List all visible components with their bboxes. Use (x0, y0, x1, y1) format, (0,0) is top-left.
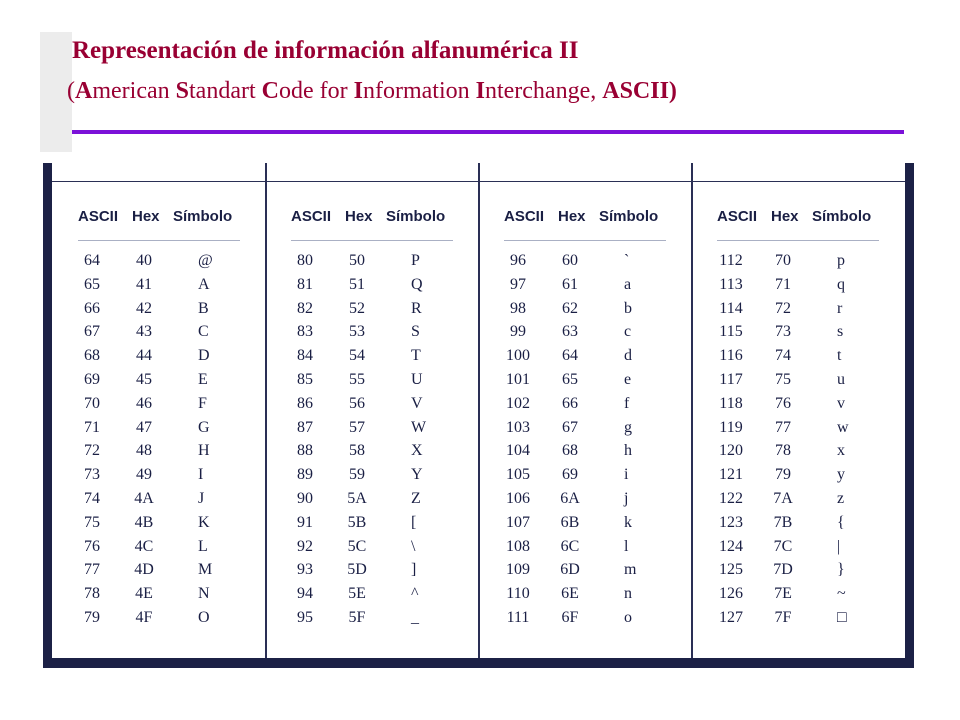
cell-ascii-code: 121 (719, 466, 743, 484)
cell-symbol: e (624, 371, 632, 388)
cell-symbol: k (624, 513, 632, 531)
cell-symbol: E (198, 371, 208, 388)
cell-symbol: c (624, 323, 632, 341)
cell-ascii-code: 102 (506, 394, 530, 412)
column-header-ascii: ASCII (291, 208, 332, 225)
cell-ascii-code: 78 (84, 585, 100, 603)
cell-hex-code: 5E (348, 585, 366, 603)
cell-hex-code: 61 (562, 275, 578, 293)
cell-symbol: m (624, 561, 637, 579)
cell-hex-code: 7B (773, 513, 793, 531)
cell-symbol: j (624, 490, 629, 507)
cell-symbol: n (624, 585, 632, 603)
cell-hex-code: 5F (348, 609, 366, 626)
cell-symbol: N (198, 585, 210, 603)
cell-hex-code: 42 (136, 299, 152, 317)
cell-symbol: @ (198, 252, 213, 269)
cell-symbol: X (411, 442, 423, 460)
cell-ascii-code: 116 (719, 347, 743, 365)
cell-symbol: h (624, 442, 632, 460)
cell-ascii-code: 101 (506, 371, 530, 388)
cell-ascii-code: 83 (297, 323, 313, 341)
cell-hex-code: 7C (773, 537, 793, 555)
cell-hex-code: 63 (562, 323, 578, 341)
cell-ascii-code: 86 (297, 394, 313, 412)
cell-symbol: M (198, 561, 213, 579)
cell-symbol: f (624, 394, 630, 412)
cell-hex-code: 7D (773, 561, 793, 579)
cell-hex-code: 5B (347, 513, 367, 531)
cell-hex-code: 44 (136, 347, 152, 365)
cell-hex-code: 7A (773, 490, 793, 507)
column-header-ascii: ASCII (78, 208, 119, 225)
cell-symbol: u (837, 371, 845, 388)
cell-symbol: ~ (837, 585, 846, 603)
cell-ascii-code: 119 (719, 418, 743, 436)
cell-symbol: V (411, 394, 423, 412)
cell-hex-code: 55 (349, 371, 365, 388)
cell-symbol: l (624, 537, 629, 555)
cell-ascii-code: 127 (719, 609, 743, 626)
cell-hex-code: 76 (775, 394, 791, 412)
cell-ascii-code: 118 (719, 394, 743, 412)
cell-symbol: z (837, 490, 845, 507)
cell-ascii-code: 68 (84, 347, 100, 365)
cell-hex-code: 47 (136, 418, 152, 436)
cell-ascii-code: 71 (84, 418, 100, 436)
cell-ascii-code: 81 (297, 275, 313, 293)
cell-hex-code: 62 (562, 299, 578, 317)
cell-ascii-code: 93 (297, 561, 313, 579)
cell-hex-code: 7F (774, 609, 792, 626)
cell-ascii-code: 91 (297, 513, 313, 531)
cell-hex-code: 4D (134, 561, 154, 579)
cell-symbol: | (837, 537, 841, 555)
cell-symbol: ` (624, 252, 630, 269)
cell-symbol: b (624, 299, 632, 317)
cell-symbol: C (198, 323, 209, 341)
cell-hex-code: 48 (136, 442, 152, 460)
ascii-panel-2 (265, 163, 478, 658)
cell-symbol: Q (411, 275, 423, 293)
header-rule (504, 240, 666, 241)
cell-ascii-code: 69 (84, 371, 100, 388)
cell-symbol: x (837, 442, 845, 460)
cell-ascii-code: 126 (719, 585, 743, 603)
cell-ascii-code: 76 (84, 537, 100, 555)
cell-symbol: _ (411, 609, 419, 626)
cell-ascii-code: 97 (510, 275, 526, 293)
cell-hex-code: 53 (349, 323, 365, 341)
cell-hex-code: 5D (347, 561, 367, 579)
cell-symbol: d (624, 347, 632, 365)
cell-ascii-code: 95 (297, 609, 313, 626)
header-rule (78, 240, 240, 241)
column-header-symbol: Símbolo (812, 208, 872, 225)
cell-ascii-code: 112 (719, 252, 743, 269)
cell-symbol: T (411, 347, 421, 365)
cell-symbol: I (198, 466, 204, 484)
cell-hex-code: 54 (349, 347, 365, 365)
cell-symbol: R (411, 299, 422, 317)
cell-ascii-code: 75 (84, 513, 100, 531)
cell-hex-code: 72 (775, 299, 791, 317)
column-header-hex: Hex (345, 208, 373, 225)
cell-hex-code: 68 (562, 442, 578, 460)
cell-hex-code: 77 (775, 418, 791, 436)
cell-ascii-code: 113 (719, 275, 743, 293)
cell-symbol: ] (411, 561, 417, 579)
cell-hex-code: 4A (134, 490, 154, 507)
cell-symbol: D (198, 347, 210, 365)
ascii-panel-3 (478, 163, 691, 658)
cell-symbol: Y (411, 466, 423, 484)
cell-hex-code: 60 (562, 252, 578, 269)
cell-hex-code: 70 (775, 252, 791, 269)
cell-hex-code: 6D (560, 561, 580, 579)
cell-ascii-code: 115 (719, 323, 743, 341)
cell-ascii-code: 80 (297, 252, 313, 269)
cell-hex-code: 56 (349, 394, 365, 412)
cell-ascii-code: 89 (297, 466, 313, 484)
header-rule (291, 240, 453, 241)
cell-ascii-code: 92 (297, 537, 313, 555)
cell-ascii-code: 105 (506, 466, 530, 484)
cell-ascii-code: 122 (719, 490, 743, 507)
column-header-hex: Hex (771, 208, 799, 225)
cell-hex-code: 6A (560, 490, 580, 507)
cell-symbol: y (837, 466, 845, 484)
cell-ascii-code: 111 (506, 609, 530, 626)
cell-hex-code: 45 (136, 371, 152, 388)
column-header-hex: Hex (558, 208, 586, 225)
cell-ascii-code: 77 (84, 561, 100, 579)
cell-ascii-code: 123 (719, 513, 743, 531)
cell-hex-code: 67 (562, 418, 578, 436)
cell-ascii-code: 109 (506, 561, 530, 579)
cell-ascii-code: 64 (84, 252, 100, 269)
slide-subtitle: (American Standart Code for Information Interchange, ASCII) (67, 78, 677, 104)
cell-symbol: w (837, 418, 849, 436)
cell-ascii-code: 67 (84, 323, 100, 341)
cell-hex-code: 41 (136, 275, 152, 293)
cell-hex-code: 74 (775, 347, 791, 365)
cell-ascii-code: 84 (297, 347, 313, 365)
column-header-symbol: Símbolo (173, 208, 233, 225)
cell-symbol: A (198, 275, 210, 293)
cell-ascii-code: 82 (297, 299, 313, 317)
cell-hex-code: 59 (349, 466, 365, 484)
cell-ascii-code: 107 (506, 513, 530, 531)
cell-symbol: r (837, 299, 843, 317)
cell-ascii-code: 87 (297, 418, 313, 436)
cell-ascii-code: 66 (84, 299, 100, 317)
cell-ascii-code: 73 (84, 466, 100, 484)
cell-ascii-code: 65 (84, 275, 100, 293)
cell-ascii-code: 100 (506, 347, 530, 365)
cell-symbol: F (198, 394, 207, 412)
column-header-symbol: Símbolo (599, 208, 659, 225)
cell-hex-code: 40 (136, 252, 152, 269)
cell-hex-code: 79 (775, 466, 791, 484)
ascii-panel-1 (52, 163, 265, 658)
cell-ascii-code: 114 (719, 299, 743, 317)
cell-symbol: [ (411, 513, 417, 531)
cell-ascii-code: 74 (84, 490, 100, 507)
cell-hex-code: 5C (347, 537, 367, 555)
cell-ascii-code: 70 (84, 394, 100, 412)
cell-ascii-code: 90 (297, 490, 313, 507)
cell-hex-code: 65 (562, 371, 578, 388)
cell-ascii-code: 110 (506, 585, 530, 603)
cell-hex-code: 57 (349, 418, 365, 436)
cell-hex-code: 78 (775, 442, 791, 460)
cell-symbol: t (837, 347, 842, 365)
ascii-panel-4 (691, 163, 904, 658)
cell-symbol: K (198, 513, 210, 531)
cell-hex-code: 4F (135, 609, 153, 626)
cell-symbol: o (624, 609, 632, 626)
cell-symbol: \ (411, 537, 416, 555)
cell-ascii-code: 98 (510, 299, 526, 317)
cell-symbol: W (411, 418, 427, 436)
cell-symbol: a (624, 275, 632, 293)
cell-symbol: i (624, 466, 629, 484)
cell-hex-code: 7E (774, 585, 792, 603)
cell-hex-code: 51 (349, 275, 365, 293)
cell-symbol: g (624, 418, 632, 436)
cell-ascii-code: 85 (297, 371, 313, 388)
cell-ascii-code: 72 (84, 442, 100, 460)
cell-symbol: Z (411, 490, 421, 507)
cell-symbol: □ (837, 609, 847, 626)
cell-symbol: P (411, 252, 420, 269)
cell-ascii-code: 120 (719, 442, 743, 460)
cell-hex-code: 4C (134, 537, 154, 555)
cell-symbol: { (837, 513, 845, 531)
cell-hex-code: 64 (562, 347, 578, 365)
cell-hex-code: 5A (347, 490, 367, 507)
cell-symbol: L (198, 537, 208, 555)
cell-ascii-code: 94 (297, 585, 313, 603)
cell-ascii-code: 108 (506, 537, 530, 555)
header-rule (717, 240, 879, 241)
cell-hex-code: 6B (560, 513, 580, 531)
cell-hex-code: 66 (562, 394, 578, 412)
column-header-ascii: ASCII (504, 208, 545, 225)
cell-symbol: s (837, 323, 844, 341)
slide-title: Representación de información alfanumérica II (72, 37, 579, 64)
cell-symbol: O (198, 609, 210, 626)
cell-hex-code: 71 (775, 275, 791, 293)
cell-ascii-code: 124 (719, 537, 743, 555)
cell-symbol: q (837, 275, 845, 293)
ascii-table-frame (43, 163, 914, 668)
cell-hex-code: 50 (349, 252, 365, 269)
cell-ascii-code: 79 (84, 609, 100, 626)
column-header-symbol: Símbolo (386, 208, 446, 225)
cell-hex-code: 52 (349, 299, 365, 317)
cell-symbol: U (411, 371, 423, 388)
cell-symbol: v (837, 394, 845, 412)
cell-ascii-code: 88 (297, 442, 313, 460)
cell-ascii-code: 103 (506, 418, 530, 436)
cell-ascii-code: 96 (510, 252, 526, 269)
title-underline (72, 130, 904, 134)
cell-hex-code: 4E (135, 585, 153, 603)
cell-symbol: B (198, 299, 209, 317)
cell-hex-code: 6E (561, 585, 579, 603)
cell-symbol: ^ (411, 585, 419, 603)
cell-hex-code: 73 (775, 323, 791, 341)
column-header-ascii: ASCII (717, 208, 758, 225)
cell-hex-code: 46 (136, 394, 152, 412)
column-header-hex: Hex (132, 208, 160, 225)
cell-symbol: } (837, 561, 845, 579)
ascii-table (52, 163, 905, 658)
cell-symbol: S (411, 323, 420, 341)
cell-ascii-code: 104 (506, 442, 530, 460)
cell-hex-code: 6F (561, 609, 579, 626)
cell-hex-code: 49 (136, 466, 152, 484)
cell-hex-code: 69 (562, 466, 578, 484)
cell-ascii-code: 125 (719, 561, 743, 579)
cell-ascii-code: 99 (510, 323, 526, 341)
cell-ascii-code: 117 (719, 371, 743, 388)
cell-symbol: G (198, 418, 210, 436)
cell-ascii-code: 106 (506, 490, 530, 507)
cell-symbol: p (837, 252, 845, 269)
cell-hex-code: 43 (136, 323, 152, 341)
cell-hex-code: 75 (775, 371, 791, 388)
cell-hex-code: 58 (349, 442, 365, 460)
cell-symbol: J (198, 490, 205, 507)
cell-hex-code: 4B (134, 513, 154, 531)
cell-hex-code: 6C (560, 537, 580, 555)
cell-symbol: H (198, 442, 210, 460)
